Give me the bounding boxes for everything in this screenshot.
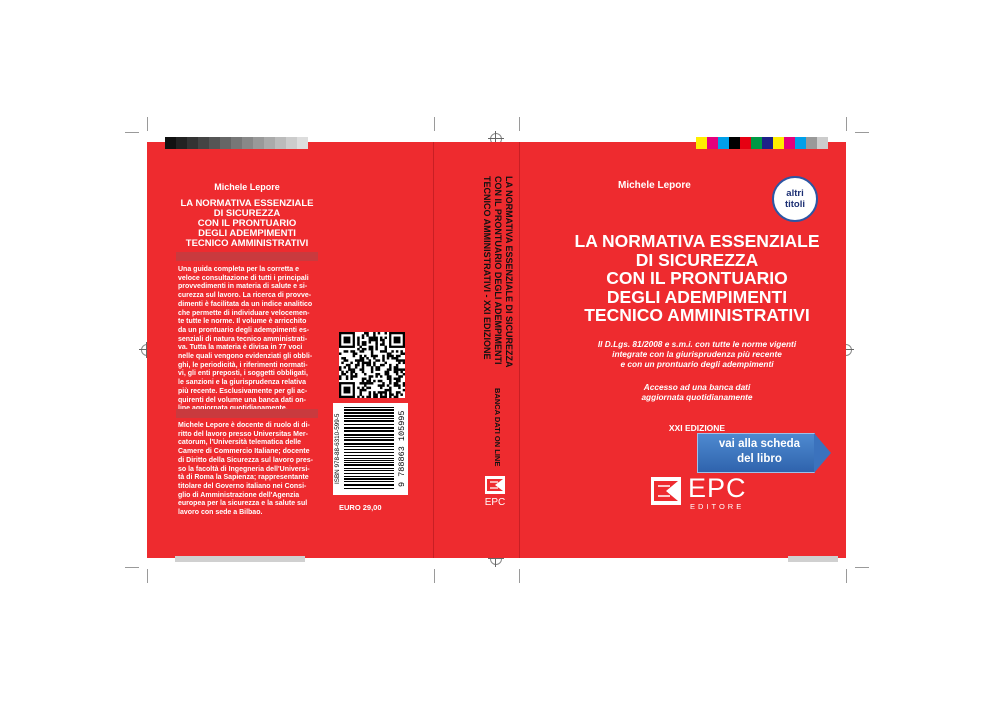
bio-line: Camere di Commercio Italiane; docente [178, 448, 310, 456]
slug-line [788, 556, 838, 562]
front-access [560, 382, 834, 402]
color-swatch [773, 137, 784, 149]
description-line: che permette di individuare velocemen- [178, 309, 310, 317]
back-title-line: TECNICO AMMINISTRATIVI [185, 238, 309, 249]
front-title-line: DEGLI ADEMPIMENTI [606, 286, 788, 307]
gray-swatch [187, 137, 198, 149]
gray-swatch [275, 137, 286, 149]
bio-line: catorum, l'Università telematica delle [178, 439, 302, 447]
divider-bar [176, 252, 318, 261]
vai-alla-scheda-button[interactable] [697, 433, 831, 473]
color-swatch [784, 137, 795, 149]
barcode-number: 9 788863 105995 [397, 410, 407, 488]
description-line: ghi, le periodicità, i riferimenti normati- [178, 361, 308, 369]
description-line: dimenti è facilitata da un indice analitico [178, 300, 313, 308]
color-swatch [707, 137, 718, 149]
back-title-line: DEGLI ADEMPIMENTI [198, 228, 296, 239]
back-title-line: DI SICUREZZA [213, 208, 281, 219]
back-title [170, 199, 324, 249]
crop-mark [519, 569, 520, 583]
color-swatch [729, 137, 740, 149]
crop-mark [846, 569, 847, 583]
gray-swatch [165, 137, 176, 149]
description-line: quirenti del volume una banca dati on- [178, 396, 306, 404]
description-line: curezza sul lavoro. La ricerca di provve- [178, 292, 312, 300]
color-swatch [806, 137, 817, 149]
color-swatch [718, 137, 729, 149]
color-swatch [762, 137, 773, 149]
description-line: più recente. Esclusivamente per gli ac- [178, 387, 308, 395]
crop-mark [846, 117, 847, 131]
bio-line: titolare del Governo italiano nei Consi- [178, 482, 307, 490]
gray-swatch [209, 137, 220, 149]
edition: XXI EDIZIONE [668, 423, 726, 433]
barcode-icon [333, 403, 408, 495]
front-author: Michele Lepore [618, 180, 691, 191]
bio-line: lavoro con sede a Bilbao. [178, 509, 263, 517]
crop-mark [855, 132, 869, 133]
back-title-line: LA NORMATIVA ESSENZIALE [180, 198, 314, 209]
front-title-line: CON IL PRONTUARIO [606, 268, 788, 288]
author-bio [178, 422, 315, 518]
spine-title-line: TECNICO AMMINISTRATIVI - XXI EDIZIONE [482, 176, 492, 360]
price: EURO 29,00 [339, 503, 382, 512]
publisher-logo-text: EPC [688, 473, 747, 503]
bio-line: tà di Roma la Sapienza; rappresentante [178, 474, 309, 482]
gray-swatch [198, 137, 209, 149]
isbn-text: ISBN 978-88-6310-599-5 [334, 413, 341, 485]
bio-line: Michele Lepore è docente di ruolo di di- [178, 422, 310, 429]
front-title-line: DI SICUREZZA [635, 249, 759, 270]
spine-title-line: CON IL PRONTUARIO DEGLI ADEMPIMENTI [493, 176, 503, 365]
crop-mark [519, 117, 520, 131]
crop-mark [147, 117, 148, 131]
crop-mark [855, 567, 869, 568]
color-swatch [751, 137, 762, 149]
description-line: Una guida completa per la corretta e [178, 266, 299, 273]
qr-code-icon[interactable] [339, 332, 405, 398]
subtitle-line: e con un prontuario degli adempimenti [620, 359, 774, 369]
front-title-line: LA NORMATIVA ESSENZIALE [574, 231, 820, 251]
bio-line: europea per la sicurezza e la salute sul [178, 500, 308, 508]
back-description [178, 266, 315, 414]
divider-bar [176, 409, 318, 418]
epc-logo-icon [650, 476, 682, 506]
bio-line: so la facoltà di Ingegneria dell'Universi- [178, 465, 310, 473]
crop-mark [434, 117, 435, 131]
description-line: senziali di natura tecnico amministrati- [178, 335, 308, 343]
back-title-line: CON IL PRONTUARIO [197, 218, 297, 229]
description-line: le sanzioni e la giurisprudenza relativa [178, 379, 306, 387]
gray-swatch [264, 137, 275, 149]
crop-mark [147, 569, 148, 583]
cta-text [697, 437, 822, 467]
back-author: Michele Lepore [214, 182, 280, 192]
badge-line: titoli [784, 199, 806, 210]
color-swatch [795, 137, 806, 149]
gray-swatch [286, 137, 297, 149]
gray-swatch [242, 137, 253, 149]
subtitle-line: integrate con la giurisprudenza più recente [612, 349, 782, 359]
description-line: da un prontuario degli adempimenti es- [178, 326, 310, 334]
crop-mark [434, 569, 435, 583]
publisher-sub-text: EDITORE [690, 502, 745, 511]
description-line: te tutte le norme. Il volume è arricchito [178, 318, 307, 326]
gray-swatch [176, 137, 187, 149]
bio-line: di Diritto della Sicurezza sul lavoro pres- [178, 456, 313, 464]
color-swatch [817, 137, 828, 149]
access-line: Accesso ad una banca dati [643, 382, 751, 392]
color-swatch [740, 137, 751, 149]
badge-line: altri [786, 188, 804, 199]
slug-line [175, 556, 305, 562]
altri-titoli-button[interactable] [772, 176, 818, 222]
description-line: provvedimenti in materia di salute e si- [178, 283, 308, 291]
description-line: veloce consultazione di tutti i principali [178, 274, 309, 282]
front-title-line: TECNICO AMMINISTRATIVI [584, 305, 810, 325]
spine-title-line: LA NORMATIVA ESSENZIALE DI SICUREZZA [504, 176, 514, 368]
gray-swatch [231, 137, 242, 149]
spine-fold-left [433, 142, 434, 558]
epc-logo-icon [484, 475, 506, 495]
gray-swatch [220, 137, 231, 149]
bio-line: ritto del lavoro presso Universitas Mer- [178, 430, 308, 438]
cta-line: del libro [737, 453, 782, 465]
front-subtitle [560, 339, 834, 369]
description-line: va. Tutta la materia è divisa in 77 voci [178, 344, 303, 352]
gray-swatch [297, 137, 308, 149]
gray-swatch [253, 137, 264, 149]
bio-line: glio di Amministrazione dell'Agenzia [178, 491, 300, 499]
access-line: aggiornata quotidianamente [641, 392, 753, 402]
spine-fold-right [519, 142, 520, 558]
crop-mark [125, 567, 139, 568]
subtitle-line: Il D.Lgs. 81/2008 e s.m.i. con tutte le norme vigenti [597, 339, 797, 349]
description-line: vi, gli enti preposti, i soggetti obbligati, [178, 370, 308, 378]
front-title [553, 232, 841, 325]
cta-line: vai alla scheda [718, 438, 801, 450]
spine-publisher: EPC [484, 497, 506, 508]
description-line: nelle quali vengono evidenziati gli obbli- [178, 353, 313, 361]
spine-banca-dati: BANCA DATI ON LINE [493, 388, 502, 467]
crop-mark [125, 132, 139, 133]
color-swatch [696, 137, 707, 149]
